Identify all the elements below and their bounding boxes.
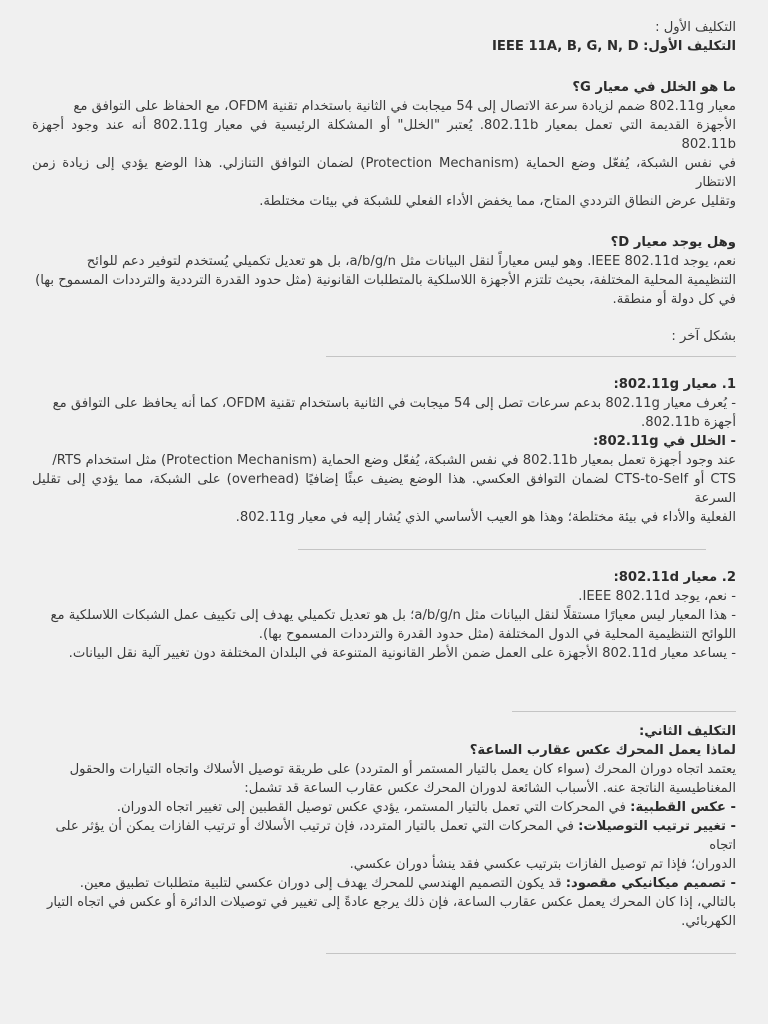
- question-d: وهل يوجد معيار D؟: [610, 235, 736, 250]
- question-g: ما هو الخلل في معيار G؟: [572, 80, 736, 95]
- task2-question: لماذا يعمل المحرك عكس عقارب الساعة؟: [469, 743, 736, 758]
- reason-text: في المحركات التي تعمل بالتيار المستمر، يؤدي عكس توصيل القطبين إلى تغيير اتجاه الدوران.: [116, 800, 631, 815]
- task2-intro: [32, 760, 736, 798]
- reason-wiring-continued: الدوران؛ فإذا تم توصيل الفازات بترتيب عكسي فقد ينشأ دوران عكسي.: [349, 857, 736, 872]
- reason-label: - تصميم ميكانيكي مقصود:: [565, 876, 736, 891]
- paragraph-line: الأجهزة القديمة التي تعمل بمعيار 802.11b. يُعتبر "الخلل" أو المشكلة الرئيسية في معيار 802.11g أنه عند وجود أجهزة 802.11b: [32, 118, 736, 152]
- section2-title: 2. معيار 802.11d:: [613, 570, 736, 585]
- paragraph-line: نعم، يوجد IEEE 802.11d. وهو ليس معياراً لنقل البيانات مثل a/b/g/n، بل هو تعديل تكميلي يُستخدم لتوفير دعم للوائح: [86, 254, 736, 269]
- paragraph-line: في كل دولة أو منطقة.: [612, 292, 736, 307]
- paragraph-line: - نعم، يوجد IEEE 802.11d.: [578, 589, 736, 604]
- reason-text: في المحركات التي تعمل بالتيار المتردد، فإن ترتيب الأسلاك أو ترتيب الفازات يمكن أن يؤثر على اتجاه: [55, 819, 736, 853]
- task2-heading: التكليف الثاني:: [639, 724, 736, 739]
- task1-heading: التكليف الأول: IEEE 11A, B, G, N, D: [491, 39, 736, 54]
- paragraph-line: أجهزة 802.11b.: [641, 415, 736, 430]
- paragraph-line: معيار 802.11g ضمم لزيادة سرعة الاتصال إلى 54 ميجابت في الثانية باستخدام تقنية OFDM، مع الحفاظ على التوافق مع: [73, 99, 736, 114]
- paragraph-line: الكهربائي.: [681, 914, 736, 929]
- reason-design: [32, 874, 736, 893]
- paragraph-line: الفعلية والأداء في بيئة مختلطة؛ وهذا هو العيب الأساسي الذي يُشار إليه في معيار 802.11g.: [235, 510, 736, 525]
- paragraph-line: CTS أو CTS-to-Self لضمان التوافق العكسي. هذا الوضع يضيف عبئًا إضافيًا (overhead) على الشبكة، مما يؤدي إلى تقليل السرعة: [32, 472, 736, 506]
- paragraph-d: [32, 252, 736, 309]
- reason-label: - عكس القطبية:: [630, 800, 736, 815]
- reason-text: قد يكون التصميم الهندسي للمحرك يهدف إلى دوران عكسي لتلبية متطلبات تطبيق معين.: [79, 876, 566, 891]
- other-form-label: بشكل آخر :: [671, 329, 736, 344]
- task2-conclusion: [32, 893, 736, 931]
- reason-label: - تغيير ترتيب التوصيلات:: [578, 819, 736, 834]
- section1-title: 1. معيار 802.11g:: [613, 377, 736, 392]
- section1-body: [32, 394, 736, 432]
- reason-wiring: [32, 817, 736, 855]
- paragraph-line: اللوائح التنظيمية المحلية في الدول المختلفة (مثل حدود القدرة والترددات المسموح بها).: [258, 627, 736, 642]
- paragraph-line: - هذا المعيار ليس معيارًا مستقلًا لنقل البيانات مثل a/b/g/n؛ بل هو تعديل تكميلي يهدف إلى تكييف عمل الشبكات اللاسلكية مع: [50, 608, 736, 623]
- paragraph-line: بالتالي، إذا كان المحرك يعمل عكس عقارب الساعة، فإن ذلك يرجع عادةً إلى تغيير في توصيلات الدائرة أو عكس في اتجاه التيار: [47, 895, 736, 910]
- divider: [326, 953, 736, 954]
- paragraph-line: وتقليل عرض النطاق الترددي المتاح، مما يخفض الأداء الفعلي للشبكة في بيئات مختلطة.: [259, 194, 736, 209]
- paragraph-g: [32, 97, 736, 211]
- section2-body: [32, 587, 736, 663]
- reason-polarity: [32, 798, 736, 817]
- paragraph-line: - يساعد معيار 802.11d الأجهزة على العمل ضمن الأطر القانونية المتنوعة في البلدان المختلفة دون تغيير آلية نقل البيانات.: [68, 646, 736, 661]
- task1-heading-plain: التكليف الأول :: [655, 20, 736, 35]
- paragraph-line: عند وجود أجهزة تعمل بمعيار 802.11b في نفس الشبكة، يُفعّل وضع الحماية (Protection Mechanism) مثل استخدام RTS/: [52, 453, 736, 468]
- paragraph-line: التنظيمية المحلية المختلفة، بحيث تلتزم الأجهزة اللاسلكية بالمتطلبات القانونية (مثل حدود القدرة الترددية والترددات المسموح بها): [35, 273, 736, 288]
- paragraph-line: في نفس الشبكة، يُفعّل وضع الحماية (Protection Mechanism) لضمان التوافق التنازلي. هذا الوضع يؤدي إلى زيادة زمن الانتظار: [32, 156, 736, 190]
- paragraph-line: المغناطيسية الناتجة عنه. الأسباب الشائعة لدوران المحرك عكس عقارب الساعة قد تشمل:: [244, 781, 736, 796]
- section1-flaw-body: [32, 451, 736, 527]
- section1-flaw-title: - الخلل في 802.11g:: [593, 434, 736, 449]
- paragraph-line: يعتمد اتجاه دوران المحرك (سواء كان يعمل بالتيار المستمر أو المتردد) على طريقة توصيل الأسلاك واتجاه التيارات والحقول: [69, 762, 736, 777]
- paragraph-line: - يُعرف معيار 802.11g بدعم سرعات تصل إلى 54 ميجابت في الثانية باستخدام تقنية OFDM، كما أنه يحافظ على التوافق مع: [52, 396, 736, 411]
